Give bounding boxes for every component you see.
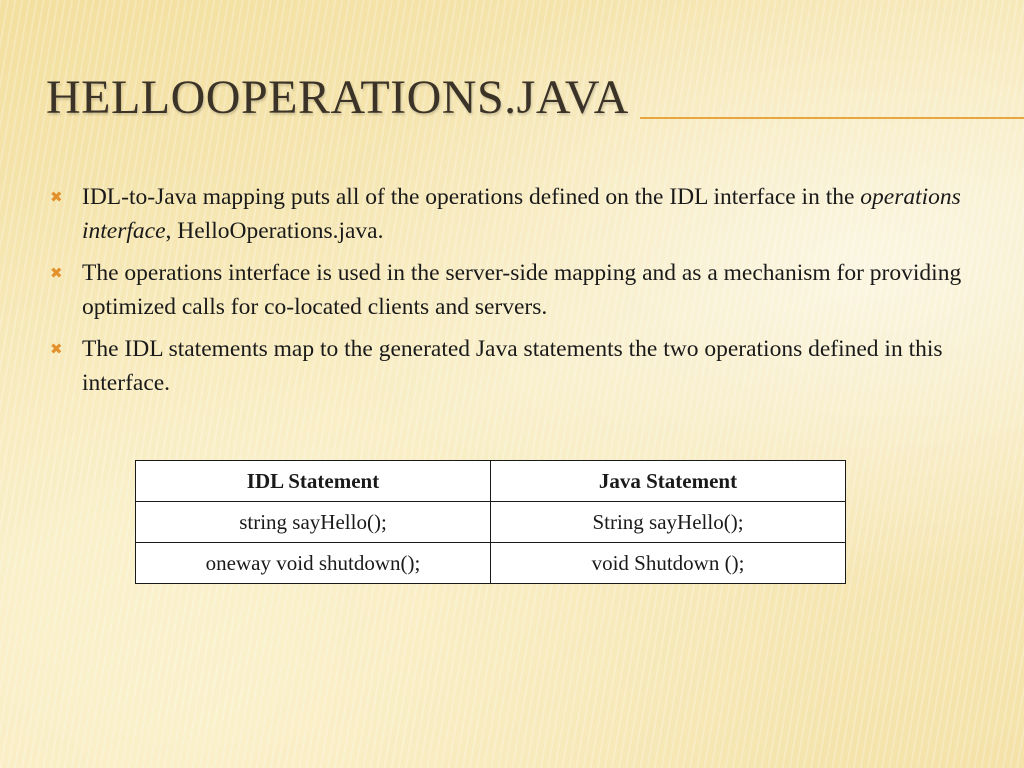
- bullet-item: [46, 180, 996, 248]
- slide-title: HELLOOPERATIONS.JAVA: [46, 71, 629, 124]
- cross-bullet-icon: ✖: [50, 188, 63, 206]
- bullet-item: [46, 256, 996, 324]
- cross-bullet-icon: ✖: [50, 340, 63, 358]
- bullet-text: IDL-to-Java mapping puts all of the operations defined on the IDL interface in the: [82, 184, 861, 210]
- bullet-list: [46, 180, 996, 408]
- bullet-text: , HelloOperations.java.: [165, 218, 384, 244]
- cross-bullet-icon: ✖: [50, 264, 63, 282]
- table-row: [136, 543, 846, 584]
- bullet-text: The IDL statements map to the generated Java statements the two operations defined in this interface.: [82, 336, 943, 396]
- mapping-table-container: [135, 460, 846, 584]
- table-row: [136, 502, 846, 543]
- bullet-item: [46, 332, 996, 400]
- table-header-row: [136, 461, 846, 502]
- table-cell: void Shutdown ();: [491, 543, 846, 584]
- table-cell: oneway void shutdown();: [136, 543, 491, 584]
- bullet-text: The operations interface is used in the server-side mapping and as a mechanism for providing optimized calls for co-located clients and servers.: [82, 260, 962, 320]
- mapping-table: [135, 460, 846, 584]
- title-underline: [640, 117, 1024, 119]
- table-header-idl: IDL Statement: [136, 461, 491, 502]
- bullet-emphasis: operations interface: [82, 184, 961, 244]
- table-cell: string sayHello();: [136, 502, 491, 543]
- table-header-java: Java Statement: [491, 461, 846, 502]
- table-cell: String sayHello();: [491, 502, 846, 543]
